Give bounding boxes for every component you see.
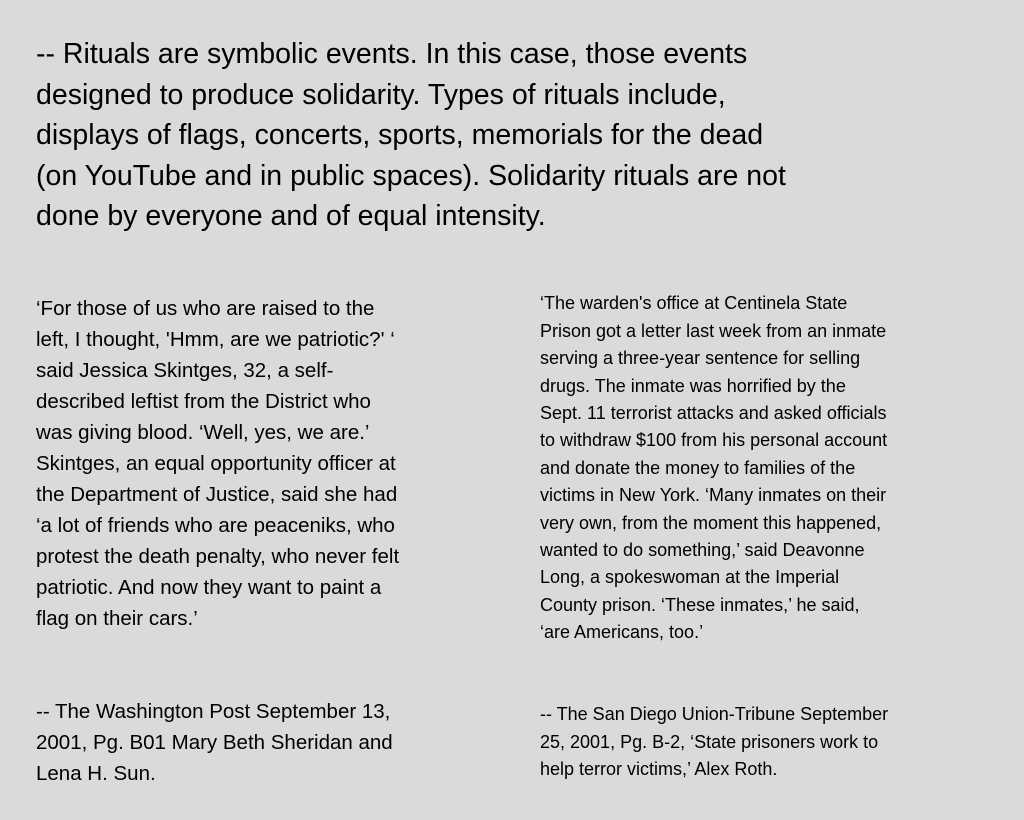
union-tribune-quote: ‘The warden's office at Centinela State Prison got a letter last week from an inmate serving a three-year sentence for selling drugs. The inmate was horrified by the Sept. 11 terrorist attacks and asked officials to withdraw $100 from his personal account and donate the money to families of the victims in New York. ‘Many inmates on their very own, from the moment this happened, wanted to do something,’ said Deavonne Long, a spokeswoman at the Imperial County prison. ‘These inmates,’ he said, ‘are Americans, too.’ [540,293,888,643]
left-quote-column [36,262,506,820]
washington-post-citation: -- The Washington Post September 13, 2001, Pg. B01 Mary Beth Sheridan and Lena H. Sun. [36,700,393,785]
union-tribune-citation: -- The San Diego Union-Tribune September 25, 2001, Pg. B-2, ‘State prisoners work to help terror victims,’ Alex Roth. [540,704,889,780]
slide-heading: -- Rituals are symbolic events. In this case, those events designed to produce solidarity. Types of rituals include, displays of flags, concerts, sports, memorials for the dead (on YouTube and in public spaces). Solidarity rituals are not done by everyone and of equal intensity. [36,38,786,232]
right-quote-column [540,263,1010,811]
washington-post-quote: ‘For those of us who are raised to the left, I thought, 'Hmm, are we patriotic?' ‘ said Jessica Skintges, 32, a self- described leftist from the District who was giving blood. ‘Well, yes, we are.’ Skintges, an equal opportunity officer at the Department of Justice, said she had ‘a lot of friends who are peaceniks, who protest the death penalty, who never felt patriotic. And now they want to paint a flag on their cars.’ [36,297,400,630]
